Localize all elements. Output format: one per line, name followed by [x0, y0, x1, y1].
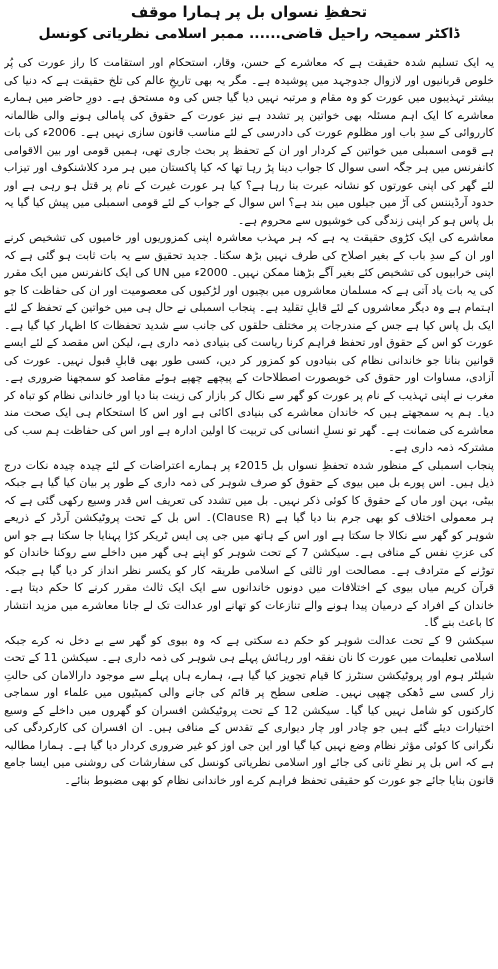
- article-paragraph: معاشرے کی ایک کڑوی حقیقت یہ ہے کہ ہر مہذب معاشرہ اپنی کمزوریوں اور خامیوں کی تشخیص کرنے اور ان کے سدِ باب کے بغیر اصلاح کی طرف نہیں بڑھ سکتا۔ جدید تحقیق سے یہ بات ثابت ہو گئی ہے کہ اپنی خرابیوں کی تشخیص کئے بغیر آگے بڑھنا ممکن نہیں۔ 2000ء میں UN کی ایک کانفرنس میں ایک مقرر کی یہ بات یاد آتی ہے کہ مسلمان معاشروں میں بچیوں اور لڑکیوں کی معصومیت اور ان کی حفاظت کا جو اہتمام ہے وہ دیگر معاشروں کے لئے قابلِ تقلید ہے۔ پنجاب اسمبلی نے حال ہی میں خواتین کے تحفظ کے لئے ایک بل پاس کیا ہے جس کے مندرجات پر مختلف حلقوں کی جانب سے شدید تحفظات کا اظہار کیا گیا ہے۔ عورت کو اس کے حقوق اور تحفظ فراہم کرنا ریاست کی بنیادی ذمہ داری ہے، لیکن اس مقصد کے لئے ایسے قوانین بنانا جو خاندانی نظام کی بنیادوں کو کمزور کر دیں، کسی طور بھی قابلِ قبول نہیں۔ عورت کی آزادی، مساوات اور حقوق کی خوبصورت اصطلاحات کے پیچھے چھپے ہوئے مقاصد کو سمجھنا ضروری ہے۔ مغرب نے اپنی تہذیب کے نام پر عورت کو گھر سے نکال کر بازار کی زینت بنا دیا اور خاندانی نظام کو تباہ کر دیا۔ ہم یہ سمجھتے ہیں کہ خاندان معاشرے کی بنیادی اکائی ہے اور اس کا استحکام ہی ایک صحت مند معاشرے کی ضمانت ہے۔ گھر تو نسلِ انسانی کی تربیت کا اولین ادارہ ہے اور اس کی حفاظت ہم سب کی مشترکہ ذمہ داری ہے۔: [4, 231, 494, 454]
- article-body: [4, 54, 494, 966]
- article-paragraph: پنجاب اسمبلی کے منظور شدہ تحفظِ نسواں بل 2015ء پر ہمارے اعتراضات کے لئے چیدہ چیدہ نکات درج ذیل ہیں۔ اس پورے بل میں بیوی کے حقوق کو صرف شوہر کی ذمہ داری کے طور پر بیان کیا گیا ہے جبکہ بیٹی، بہن اور ماں کے حقوق کا کوئی ذکر نہیں۔ بل میں تشدد کی تعریف اس قدر وسیع رکھی گئی ہے کہ ہر معمولی اختلاف کو بھی جرم بنا دیا گیا ہے (Clause R)۔ اس بل کے تحت پروٹیکشن آرڈر کے ذریعے شوہر کو گھر سے نکالا جا سکتا ہے اور اس کے ہاتھ میں جی پی ایس ٹریکر کڑا پہنایا جا سکتا ہے جو اس کی عزتِ نفس کے منافی ہے۔ سیکشن 7 کے تحت شوہر کو اپنے ہی گھر میں داخلے سے روکنا خاندان کو توڑنے کے مترادف ہے۔ مصالحت اور ثالثی کے اسلامی طریقہ کار کو یکسر نظر انداز کر دیا گیا ہے جبکہ قرآن کریم میاں بیوی کے اختلافات میں دونوں خاندانوں سے ایک ایک ثالث مقرر کرنے کا حکم دیتا ہے۔ خاندان کے افراد کے درمیان پیدا ہونے والے تنازعات کو تھانے اور عدالت تک لے جانا معاشرے میں مزید انتشار کا باعث بنے گا۔: [4, 458, 494, 629]
- article-byline: ڈاکٹر سمیحہ راحیل قاضی...... ممبر اسلامی نظریاتی کونسل: [38, 26, 460, 42]
- article-paragraph: یہ ایک تسلیم شدہ حقیقت ہے کہ معاشرے کے حسن، وقار، استحکام اور استقامت کا راز عورت کی پُر خلوص قربانیوں اور لازوال جدوجہد میں پوشیدہ ہے۔ مگر یہ بھی تاریخِ عالم کی تلخ حقیقت ہے کہ دنیا کی بیشتر تہذیبوں میں عورت کو وہ مقام و مرتبہ نہیں دیا گیا جس کی وہ مستحق ہے۔ دورِ حاضر میں ہمارے معاشرے کا ایک اہم مسئلہ بھی خواتین پر تشدد ہے نیز عورت کے حقوق کی پامالی ہونے والی ظالمانہ کارروائی کے سدِ باب اور مظلوم عورت کی دادرسی کے لئے مناسب قانون سازی نہیں ہے۔ 2006ء کی بات ہے قومی اسمبلی میں خواتین کے کردار اور ان کے تحفظ پر بحث جاری تھی، ہمیں قومی اور بین الاقوامی کانفرنس میں ہر جگہ اسی سوال کا جواب دینا پڑ رہا تھا کہ کیا پاکستان میں ہر مرد کلاشنکوف اور تیزاب لئے گھر کی اپنی عورتوں کو نشانہ عبرت بنا رہا ہے؟ کیا ہر عورت غیرت کے نام پر قتل ہو رہی ہے اور حدود آرڈیننس کی آڑ میں جیلوں میں بند ہے؟ اس سوال کے جواب کے لئے قومی اسمبلی میں پیش کیا گیا یہ بل پاس ہو کر اپنی زندگی کی خوشیوں سے محروم ہے۔: [4, 56, 494, 227]
- article-paragraph: سیکشن 9 کے تحت عدالت شوہر کو حکم دے سکتی ہے کہ وہ بیوی کو گھر سے بے دخل نہ کرے جبکہ اسلامی تعلیمات میں عورت کا نان نفقہ اور رہائش پہلے ہی شوہر کی ذمہ داری ہے۔ سیکشن 11 کے تحت شیلٹر ہوم اور پروٹیکشن سنٹرز کا قیام تجویز کیا گیا ہے، ہمارے ہاں پہلے سے موجود دارالامان کی حالتِ زار کسی سے ڈھکی چھپی نہیں۔ ضلعی سطح پر قائم کی جانے والی کمیٹیوں میں علماء اور سماجی کارکنوں کو شامل نہیں کیا گیا۔ سیکشن 12 کے تحت پروٹیکشن افسران کو گھروں میں داخلے کے وسیع اختیارات دیئے گئے ہیں جو چادر اور چار دیواری کے تقدس کے منافی ہیں۔ ان افسران کی کارکردگی کی نگرانی کا کوئی مؤثر نظام وضع نہیں کیا گیا اور این جی اوز کو غیر ضروری کردار دیا گیا ہے۔ ہمارا مطالبہ ہے کہ اس بل پر نظرِ ثانی کی جائے اور اسلامی نظریاتی کونسل کی سفارشات کی روشنی میں ایسا جامع قانون بنایا جائے جو عورت کو حقیقی تحفظ فراہم کرے اور خاندانی نظام کو بھی مضبوط بنائے۔: [4, 633, 494, 787]
- article-title: تحفظِ نسواں بل پر ہمارا موقف: [130, 3, 368, 21]
